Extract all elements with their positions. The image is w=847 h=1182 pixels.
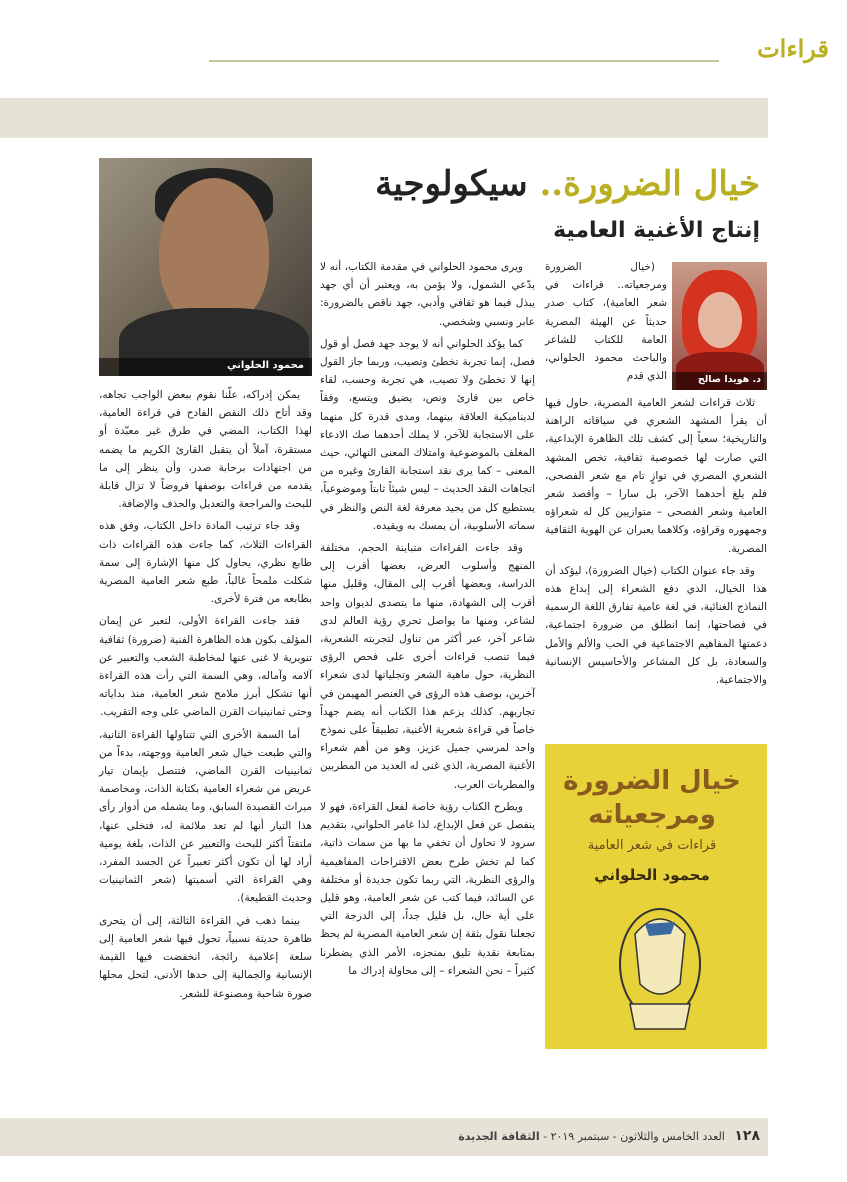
paragraph: وقد جاء عنوان الكتاب (خيال الضرورة)، ليؤكد أن هذا الخيال، الذي دفع الشعراء إلى إبداع هذه النماذج الغنائية، في لغة عامية تفارق اللغة الرسمية في فصاحتها، إنما انطلق من ضرورة اجتماعية، دعمتها المفاهيم الاجتماعية في الحب والألم والأمل والسعادة، بل كل المشاعر والأحاسيس الإنسانية والاجتماعية. [545,564,767,687]
page-number: ١٢٨ [734,1128,760,1144]
column-right [545,394,767,693]
writer-photo [672,262,767,390]
column-right-top [545,258,667,389]
book-title-line1: خيال الضرورة [563,766,741,796]
paragraph: وقد جاء ترتيب المادة داخل الكتاب، وفق هذه القراءات الثلاث، كما جاءت هذه القراءات ذات طابع نظري، يحاول كل منها الإشارة إلى سمة شكلت ملمحاً غالباً، طبع شعر العامية المصرية بطابعه من فترة لأخرى. [99,520,312,606]
book-illustration [605,894,715,1034]
paragraph: بينما ذهب في القراءة الثالثة، إلى أن يتحرى ظاهرة حديثة نسبياً، تحول فيها شعر العامية إلى سلعة إعلامية رائجة، انخفضت فيها القيمة الإنسانية والجمالية إلى حدها الأدنى، لتحل محلها صورة شاحبة ومصنوعة للشعر. [99,914,312,1000]
author-photo [99,158,312,376]
paragraph: ويرى محمود الحلواني في مقدمة الكتاب، أنه لا يدّعي الشمول، ولا يؤمن به، ويعتبر أن أي جهد يبذل فيما هو ثقافي وأدبي، جهد ناقص بالضرورة: عابر ونسبي وشخصي. [320,261,535,328]
paragraph: فقد جاءت القراءة الأولى، لتعبر عن إيمان المؤلف بكون هذه الظاهرة الفنية (ضرورة) ثقافية تنويرية لا غنى عنها لمخاطبة الشعب والتعبير عن آلامه وآماله، وهي السمة التي رأت هذه القراءة أنها تشكل أبرز ملامح شعر العامية، منذ بداياته وحتى ثمانينيات القرن الماضي على وجه التقريب. [99,615,312,719]
title-secondary: سيكولوجية [375,164,528,204]
column-left [99,386,312,1007]
section-label: قراءات [757,34,829,63]
paragraph: كما يؤكد الحلواني أنه لا يوجد جهد فصل أو قول فصل، إنما تجربة تخطئ وتصيب، وربما جاز القول إنها لا تخطئ ولا تصيب، هي تجربة وحسب، لقاء خاص بين قارئ ونص، يضيق ويتسع، وفقاً لديناميكية العلاقة بينهما، ومدى قدرة كل منهما على الاستجابة للآخر، لا يملك أحدهما صك الادعاء المغلف بالموضوعية وامتلاك المعنى النهائي، حيث المعنى – كما يرى نقد استجابة القارئ وغيره من اتجاهات النقد الحديث – ليس شيئاً ثابتاً وموضوعياً، يستطيع كل من يجيد معرفة لغة النص والنظر في سماته الأسلوبية، أن يمسك به ويقيده. [320,337,535,532]
magazine-brand: الثقافة الجديدة [458,1130,540,1143]
header-band [0,98,768,138]
writer-photo-caption [672,372,767,390]
book-title-line2: ومرجعياته [588,800,716,830]
title-main: خيال الضرورة.. [539,164,760,204]
book-subtitle: قراءات في شعر العامية [587,838,717,853]
column-middle [320,258,535,984]
paragraph: يمكن إدراكه، علّنا نقوم ببعض الواجب تجاهه، وقد أتاح ذلك النقص الفادح في قراءة العامية، لهذا الكتاب، المضي في طرق غير معبّدة أو مستقرة، آملاً أن يتقبل القارئ الكريم ما يضمه من اجتهادات برحابة صدر، وأن ينظر إلى ما يقدمه من قراءات بوصفها فروضاً لا تزال قابلة للبحث والمراجعة والتعديل والحذف والإضافة. [99,389,312,511]
book-author: محمود الحلواني [594,866,710,884]
writer-caption-text: د. هويدا صالح [697,374,761,385]
book-cover [545,744,767,1049]
paragraph: ويطرح الكتاب رؤية خاصة لفعل القراءة، فهو لا ينفصل عن فعل الإبداع، لذا غامر الحلواني، بتقديم سرود لا تحاول أن تخفي ما بها من سمات ذاتية، كما لم تخش طرح بعض الاقتراحات المفاهيمية والرؤى النظرية، التي ربما تكون جديدة أو مختلفة عن السائد، فيما كتب عن شعر العامية، وهو قليل على أية حال، بل قليل جداً، إلى الدرجة التي تجعلنا نقول بثقة إن شعر العامية المصرية لم يحظ بمتابعة نقدية تليق بمنجزه، الأمر الذي يضطرنا كثيراً – نحن الشعراء – إلى محاولة إدراك ما [320,800,535,977]
author-photo-caption [99,358,312,376]
paragraph: أما السمة الأخرى التي تتناولها القراءة الثانية، والتي طبعت خيال شعر العامية ووجهته، بدءاً من ثمانينيات القرن الماضي، فتتصل بإيمان تيار عريض من شعراء العامية بكتابة الذات، ومخاصمة ميراث القصيدة السابق، وما يشمله من أدوار رأى هذا التيار أنها لم تعد ملائمة له، فتخلى عنها، ملتفتاً أكثر للبحث والتعبير عن الذات، بلغة يومية أراد لها أن تكون أكثر تعبيراً عن الجسد المفرد، وهي القراءة التي أسميتها (شعر الثمانينيات وحديث القطيعة). [99,728,312,905]
paragraph: وقد جاءت القراءات متباينة الحجم، مختلفة المنهج وأسلوب العرض، بعضها أقرب إلى الدراسة، وبعضها أقرب إلى المقال، وقليل منها أقرب إلى الشهادة، منها ما يتصدى لديوان واحد لشاعر، ومنها ما يواصل تحري رؤية العالم لدى شاعر آخر، عبر أكثر من تناول لتجربته الشعرية، فيما تنصب قراءات أخرى على فحص الرؤى النظرية، حول ماهية الشعر وتجلياتها لدى شعراء آخرين، بوصف هذه الرؤى في العنصر المهيمن في تجاربهم. كذلك يزعم هذا الكتاب أنه يضم جهداً خاصاً في قراءة شعرية الأغنية، تطبيقاً على نموذج واحد لمرسي جميل عزيز، وهو من أهم شعراء الأغنية المصرية، الذي غنى له العديد من المطربين والمطربات العرب. [320,542,535,791]
article-subtitle: إنتاج الأغنية العامية [553,218,760,243]
paragraph: ثلاث قراءات لشعر العامية المصرية، حاول فيها أن يقرأ المشهد الشعري في سياقاته الراهنة والتاريخية؛ سعياً إلى كشف تلك الظاهرة الإبداعية، التي صارت لها خصوصية ثقافية، تخص المشهد الشعري المصري في توازٍ تام مع شعر الفصحى، فلم يلغ أحدهما الآخر، بل سارا – وأقصد شعر العامية وشعر الفصحى – متوازيين كل له شعراؤه وجمهوره وقراؤه، وكلاهما يعبران عن الهوية الثقافية المصرية. [545,397,767,555]
article-title [320,164,760,204]
footer [458,1128,760,1144]
issue-text: العدد الخامس والثلاثون - سبتمبر ٢٠١٩ - [543,1130,725,1143]
paragraph: (خيال الضرورة ومرجعياته.. قراءات في شعر العامية)، كتاب صدر حديثاً عن الهيئة المصرية العامة للكتاب للشاعر والباحث محمود الحلواني، الذي قدم [545,261,667,383]
author-caption-text: محمود الحلواني [226,360,304,371]
